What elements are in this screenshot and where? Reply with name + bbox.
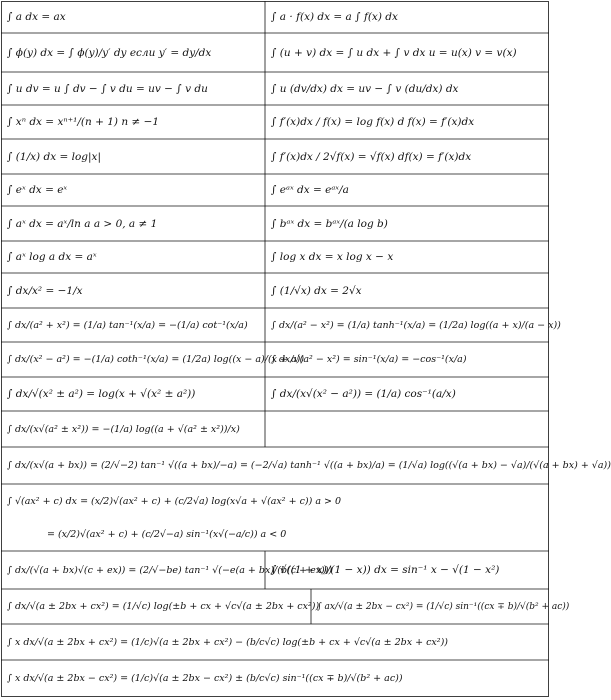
- formula-cell: [265, 411, 549, 447]
- formula-cell-wide: ∫ x dx/√(a ± 2bx + cx²) = (1/c)√(a ± 2bx + cx²) − (b/c√c) log(±b + cx + √c√(a ± 2bx + cx²)): [7, 636, 449, 648]
- formula-cell: ∫ dx/√(x² ± a²) = log(x + √(x² ± a²)): [7, 388, 196, 400]
- formula-cell: ∫ ax/√(a ± 2bx − cx²) = (1/√c) sin⁻¹((cx ∓ b)/√(b² + ac)): [317, 601, 570, 612]
- formula-cell: ∫ dx/√(a ± 2bx + cx²) = (1/√c) log(±b + cx + √c√(a ± 2bx + cx²)): [7, 601, 320, 612]
- formula-cell-wide: ∫ dx/(x√(a + bx)) = (2/√−2) tan⁻¹ √((a + bx)/−a) = (−2/√a) tanh⁻¹ √((a + bx)/a) = (1/√a) log((√(a + bx) − √a)/(√(a + bx) + √a)): [7, 460, 611, 471]
- formula-cell: ∫ dx/√(a² − x²) = sin⁻¹(x/a) = −cos⁻¹(x/a): [271, 354, 467, 365]
- formula-cell: ∫ a dx = ax: [7, 11, 66, 23]
- formula-cell: ∫ log x dx = x log x − x: [271, 251, 394, 263]
- formula-cell: ∫ (1/√x) dx = 2√x: [271, 284, 362, 297]
- formula-cell: ∫ (u + v) dx = ∫ u dx + ∫ v dx u = u(x) v = v(x): [271, 46, 517, 59]
- formula-cell: ∫ aˣ dx = aˣ/ln a a > 0, a ≠ 1: [7, 217, 158, 230]
- formula-cell: ∫ f′(x)dx / f(x) = log f(x) d f(x) = f′(x)dx: [271, 116, 475, 128]
- formula-cell: ∫ a · f(x) dx = a ∫ f(x) dx: [271, 11, 398, 23]
- formula-cell: ∫ f′(x)dx / 2√f(x) = √f(x) df(x) = f′(x)dx: [271, 150, 472, 163]
- formula-cell: ∫ dx/(x√(x² − a²)) = (1/a) cos⁻¹(a/x): [271, 388, 456, 400]
- formula-cell: ∫ dx/(x² − a²) = −(1/a) coth⁻¹(x/a) = (1/2a) log((x − a)/(x + a)): [7, 354, 305, 365]
- formula-cell-wide: ∫ x dx/√(a ± 2bx − cx²) = (1/c)√(a ± 2bx − cx²) ± (b/c√c) sin⁻¹((cx ∓ b)/√(b² + ac)): [7, 673, 403, 684]
- formula-cell: ∫ eˣ dx = eˣ: [7, 184, 68, 196]
- formula-cell: ∫ dx/(a² + x²) = (1/a) tan⁻¹(x/a) = −(1/a) cot⁻¹(x/a): [7, 319, 248, 331]
- formula-cell: ∫ dx/x² = −1/x: [7, 284, 83, 297]
- formula-cell: ∫ (1/x) dx = log|x|: [7, 150, 101, 163]
- formula-cell-wide: ∫ √(ax² + c) dx = (x/2)√(ax² + c) + (c/2√a) log(x√a + √(ax² + c)) a > 0: [7, 495, 342, 507]
- formula-cell: ∫ √((1 + x)/(1 − x)) dx = sin⁻¹ x − √(1 − x²): [271, 564, 500, 576]
- formula-cell: ∫ bᵃˣ dx = bᵃˣ/(a log b): [271, 217, 388, 230]
- formula-cell: ∫ dx/(a² − x²) = (1/a) tanh⁻¹(x/a) = (1/2a) log((a + x)/(a − x)): [271, 319, 561, 331]
- formula-cell: ∫ eᵃˣ dx = eᵃˣ/a: [271, 184, 349, 196]
- formula-cell: ∫ u dv = u ∫ dv − ∫ v du = uv − ∫ v du: [7, 82, 208, 95]
- formula-cell: ∫ aˣ log a dx = aˣ: [7, 251, 97, 263]
- formula-cell-wide: = (x/2)√(ax² + c) + (c/2√−a) sin⁻¹(x√(−a/c)) a < 0: [47, 529, 287, 540]
- formula-cell: ∫ ϕ(y) dx = ∫ ϕ(y)/y′ dy если y′ = dy/dx: [7, 46, 212, 59]
- integral-table: [1, 1, 611, 697]
- formula-cell: ∫ xⁿ dx = xⁿ⁺¹/(n + 1) n ≠ −1: [7, 116, 160, 128]
- formula-cell: ∫ dx/(x√(a² ± x²)) = −(1/a) log((a + √(a² ± x²))/x): [7, 423, 240, 435]
- formula-cell: ∫ dx/(√(a + bx)√(c + ex)) = (2/√−be) tan⁻¹ √(−e(a + bx)/(b(c + ex))): [7, 564, 333, 576]
- formula-cell: ∫ u (dv/dx) dx = uv − ∫ v (du/dx) dx: [271, 82, 459, 95]
